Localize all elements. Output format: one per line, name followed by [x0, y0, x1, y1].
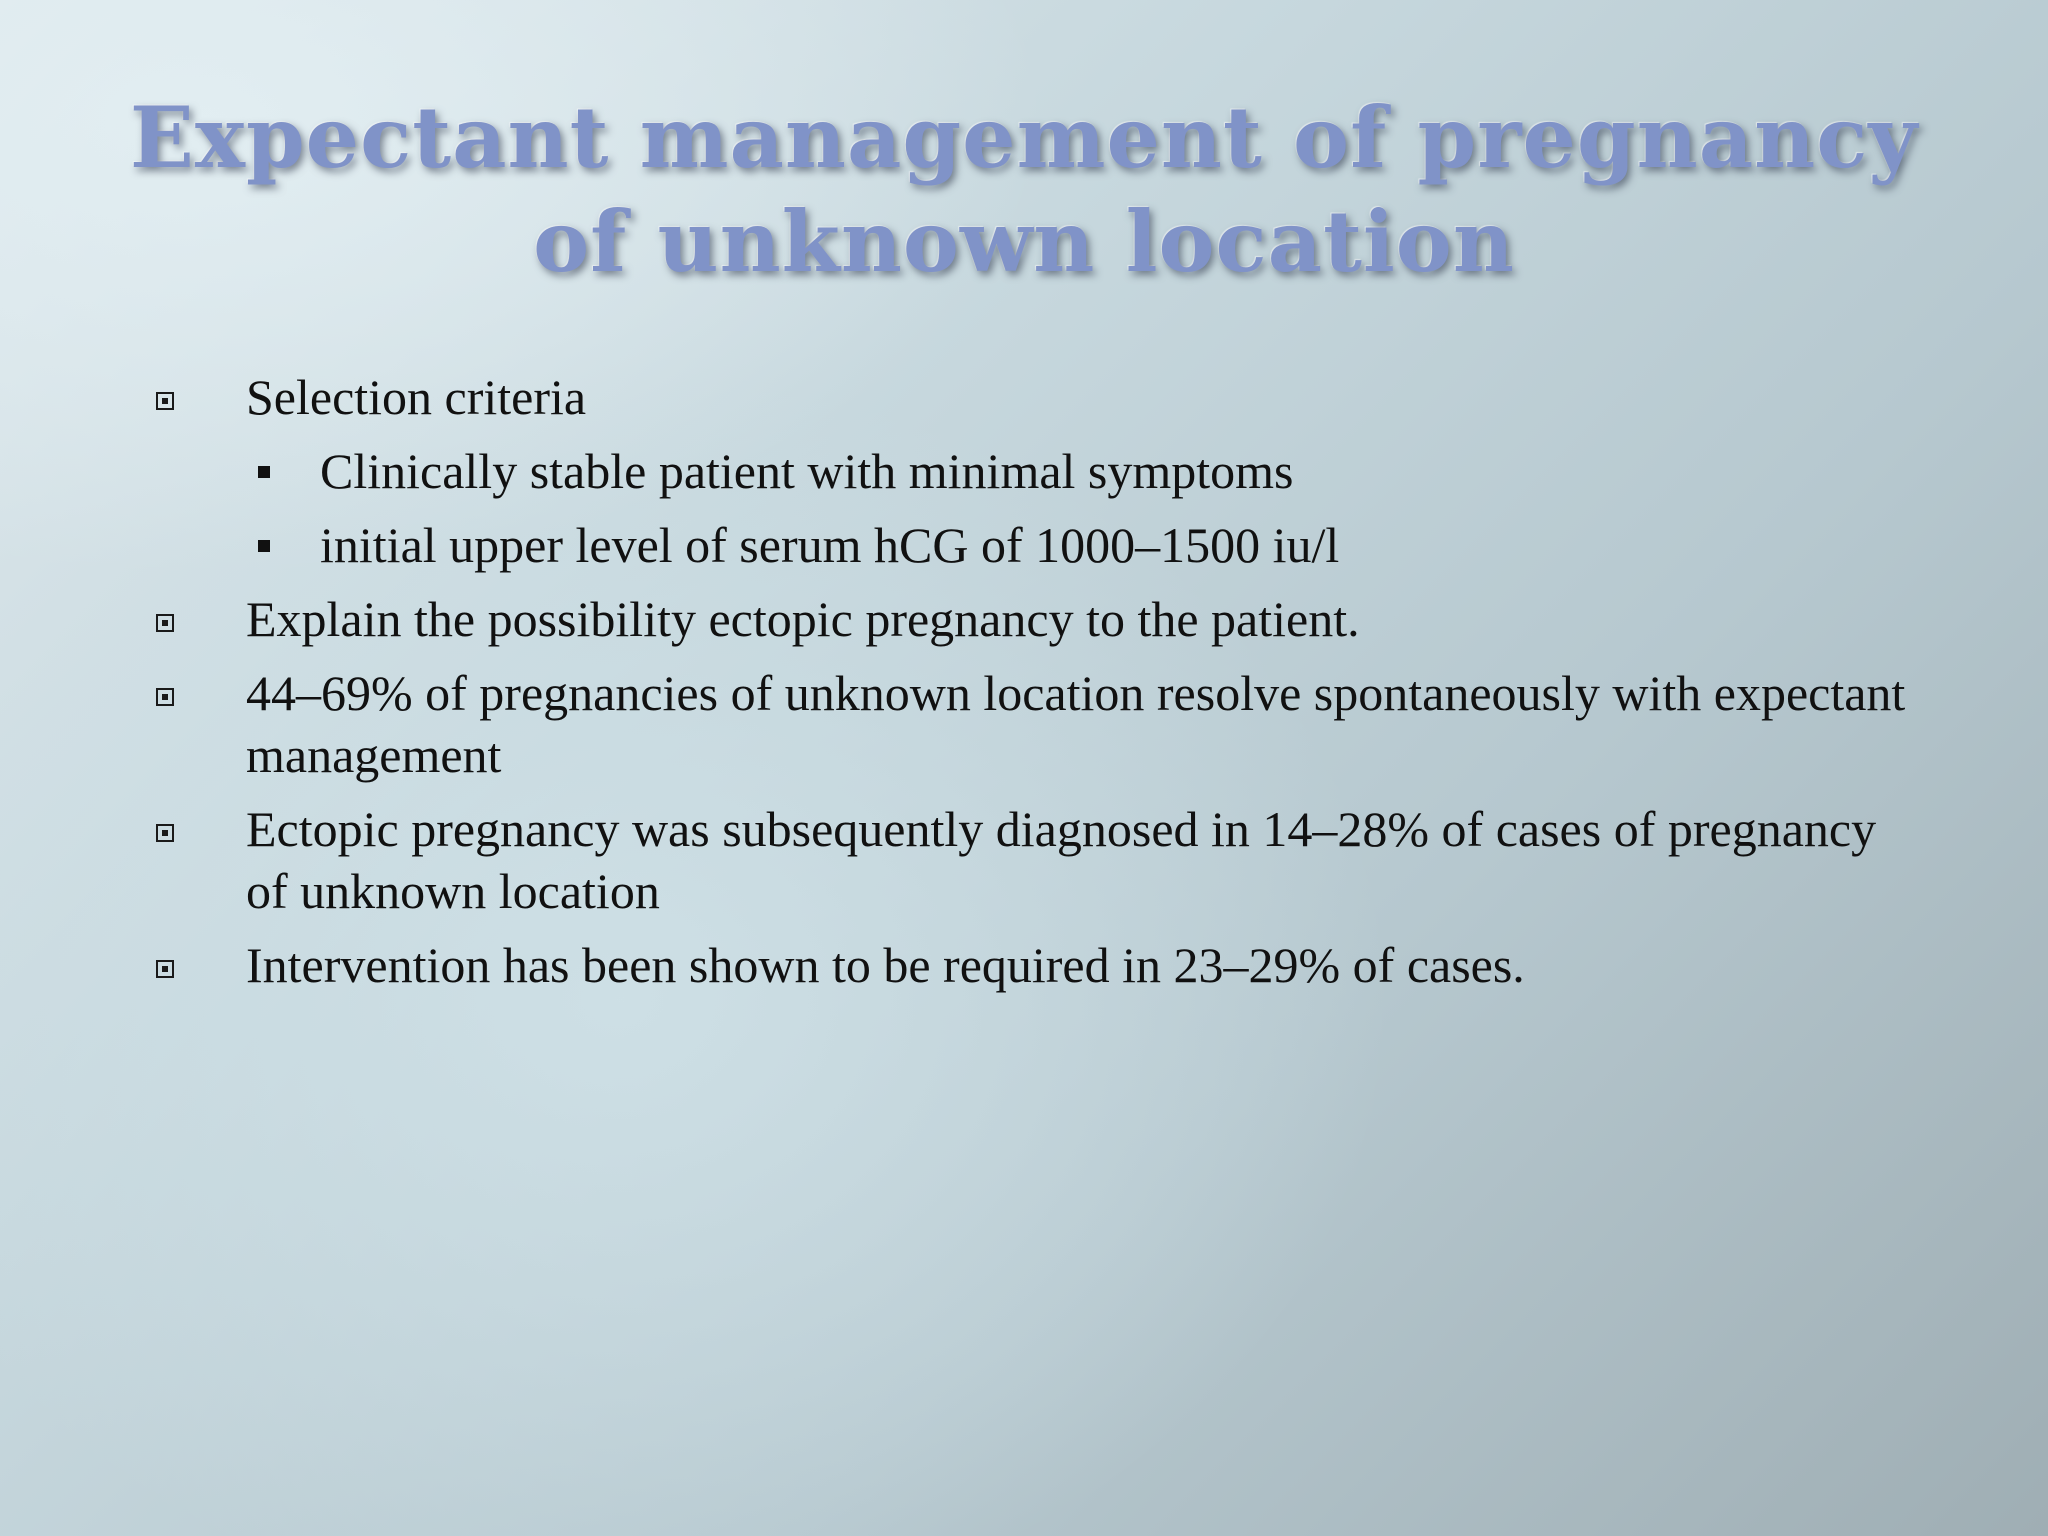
- boxed-square-bullet-icon: [156, 960, 174, 978]
- bullet-text: Explain the possibility ectopic pregnancy to the patient.: [246, 591, 1360, 647]
- boxed-square-bullet-icon: [156, 392, 174, 410]
- bullet-list: [150, 366, 1910, 1008]
- sub-bullet-item: [150, 440, 1910, 502]
- sub-bullet-text: initial upper level of serum hCG of 1000–1500 iu/l: [320, 517, 1340, 573]
- boxed-square-bullet-icon: [156, 614, 174, 632]
- bullet-item: [150, 588, 1910, 650]
- bullet-item: [150, 662, 1910, 786]
- boxed-square-bullet-icon: [156, 688, 174, 706]
- bullet-item: [150, 366, 1910, 428]
- slide-title-line-1: Expectant management of pregnancy: [129, 88, 1919, 187]
- bullet-text: Ectopic pregnancy was subsequently diagnosed in 14–28% of cases of pregnancy of unknown location: [246, 801, 1877, 919]
- bullet-text: 44–69% of pregnancies of unknown location resolve spontaneously with expectant management: [246, 665, 1906, 783]
- bullet-text: Selection criteria: [246, 369, 587, 425]
- boxed-square-bullet-icon: [156, 824, 174, 842]
- sub-bullet-text: Clinically stable patient with minimal symptoms: [320, 443, 1294, 499]
- slide-title-line-2: of unknown location: [533, 192, 1515, 291]
- bullet-text: Intervention has been shown to be required in 23–29% of cases.: [246, 937, 1525, 993]
- slide-title: [100, 86, 1948, 294]
- filled-square-bullet-icon: [258, 466, 270, 478]
- bullet-item: [150, 798, 1910, 922]
- bullet-item: [150, 934, 1910, 996]
- filled-square-bullet-icon: [258, 540, 270, 552]
- sub-bullet-item: [150, 514, 1910, 576]
